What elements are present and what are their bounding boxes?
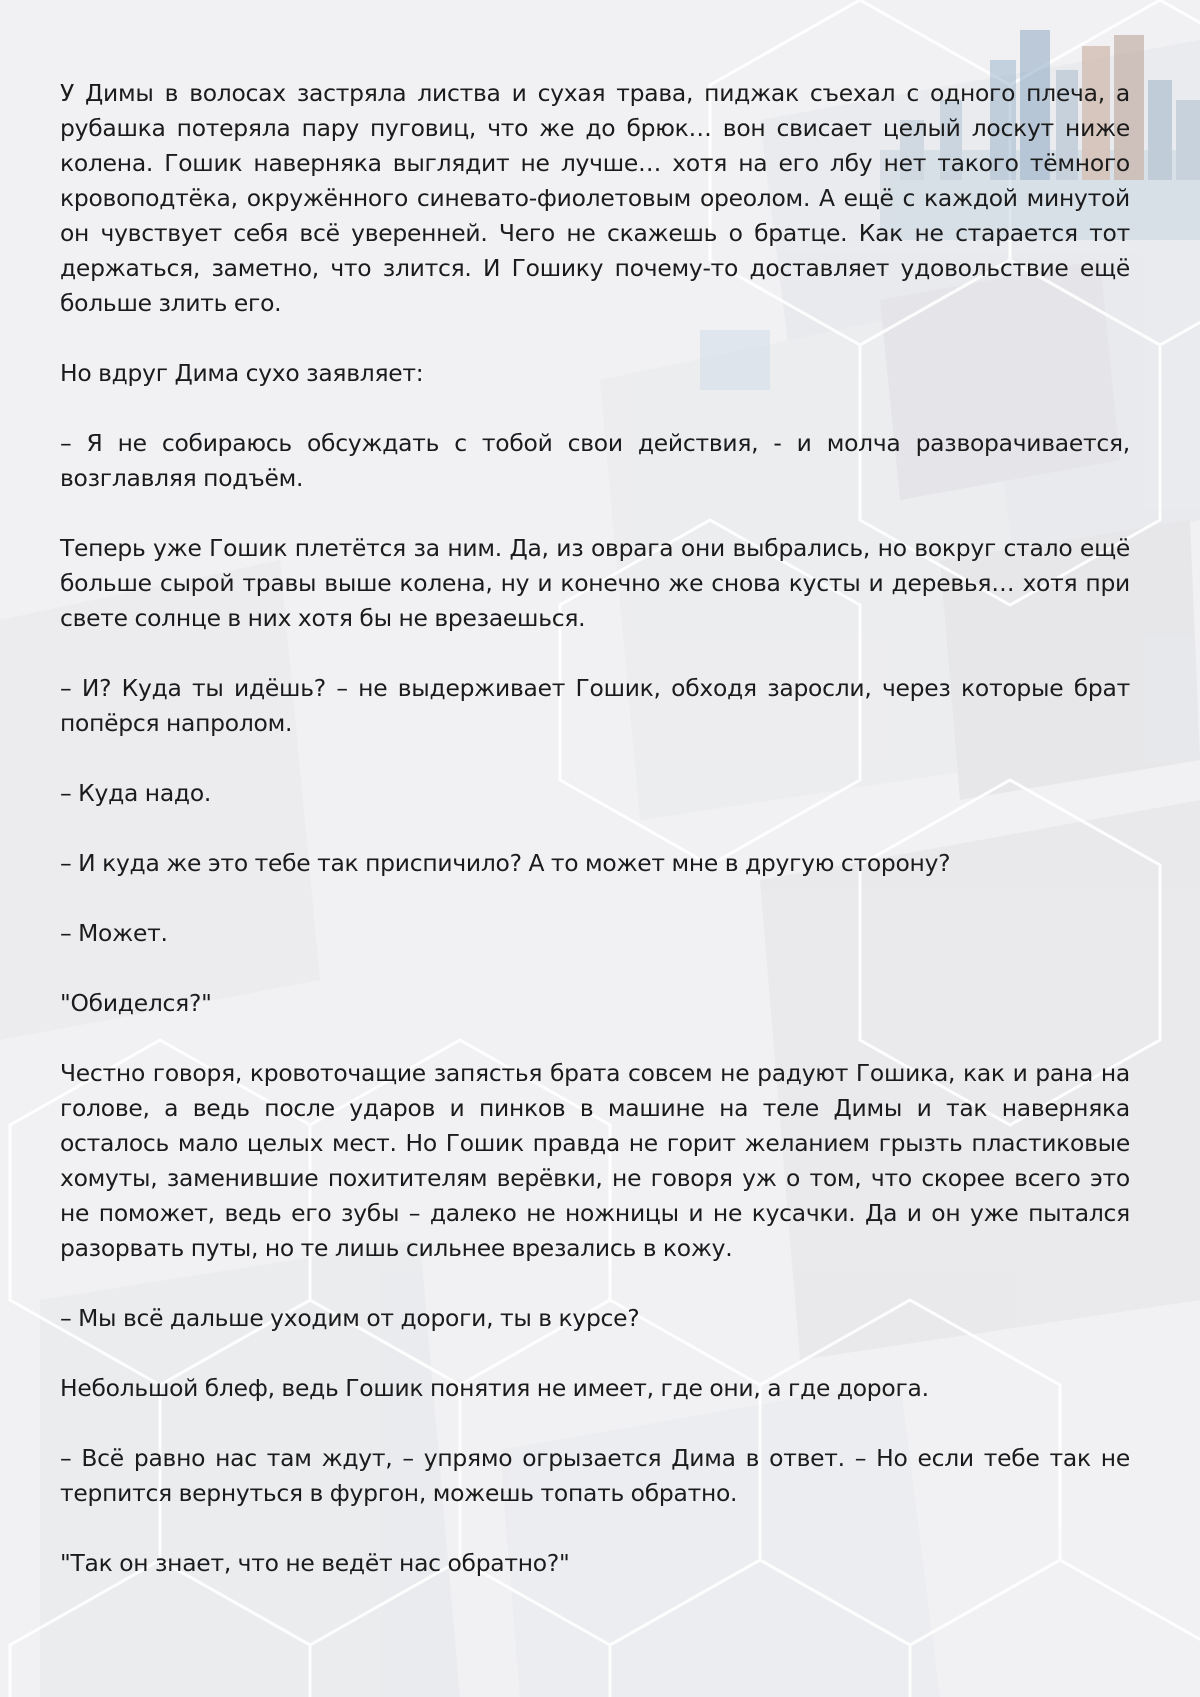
document-body [60, 76, 1130, 1616]
inner-thought: "Обиделся?" [60, 989, 212, 1017]
dialogue-line: – Мы всё дальше уходим от дороги, ты в курсе? [60, 1304, 640, 1332]
dialogue-line: – Может. [60, 919, 168, 947]
dialogue-line: – Я не собираюсь обсуждать с тобой свои действия, - и молча разворачивается, возглавляя подъём. [60, 429, 1130, 492]
inner-thought: "Так он знает, что не ведёт нас обратно?" [60, 1549, 570, 1577]
dialogue-line: – И куда же это тебе так приспичило? А то может мне в другую сторону? [60, 849, 951, 877]
dialogue-line: – И? Куда ты идёшь? – не выдерживает Гошик, обходя заросли, через которые брат попёрся напролом. [60, 674, 1130, 737]
paragraph: У Димы в волосах застряла листва и сухая трава, пиджак съехал с одного плеча, а рубашка потеряла пару пуговиц, что же до брюк… вон свисает целый лоскут ниже колена. Гошик наверняка выглядит не лучше… хотя на его лбу нет такого тёмного кровоподтёка, окружённого синевато-фиолетовым ореолом. А ещё с каждой минутой он чувствует себя всё уверенней. Чего не скажешь о братце. Как не старается тот держаться, заметно, что злится. И Гошику почему-то доставляет удовольствие ещё больше злить его. [60, 79, 1130, 317]
paragraph: Теперь уже Гошик плетётся за ним. Да, из оврага они выбрались, но вокруг стало ещё больше сырой травы выше колена, ну и конечно же снова кусты и деревья… хотя при свете солнце в них хотя бы не врезаешься. [60, 534, 1130, 632]
paragraph: Небольшой блеф, ведь Гошик понятия не имеет, где они, а где дорога. [60, 1374, 929, 1402]
dialogue-line: – Куда надо. [60, 779, 212, 807]
paragraph: Но вдруг Дима сухо заявляет: [60, 359, 424, 387]
paragraph: Честно говоря, кровоточащие запястья брата совсем не радуют Гошика, как и рана на голове, а ведь после ударов и пинков в машине на теле Димы и так наверняка осталось мало целых мест. Но Гошик правда не горит желанием грызть пластиковые хомуты, заменившие похитителям верёвки, не говоря уж о том, что скорее всего это не поможет, ведь его зубы – далеко не ножницы и не кусачки. Да и он уже пытался разорвать путы, но те лишь сильнее врезались в кожу. [60, 1059, 1130, 1262]
dialogue-line: – Всё равно нас там ждут, – упрямо огрызается Дима в ответ. – Но если тебе так не терпится вернуться в фургон, можешь топать обратно. [60, 1444, 1130, 1507]
